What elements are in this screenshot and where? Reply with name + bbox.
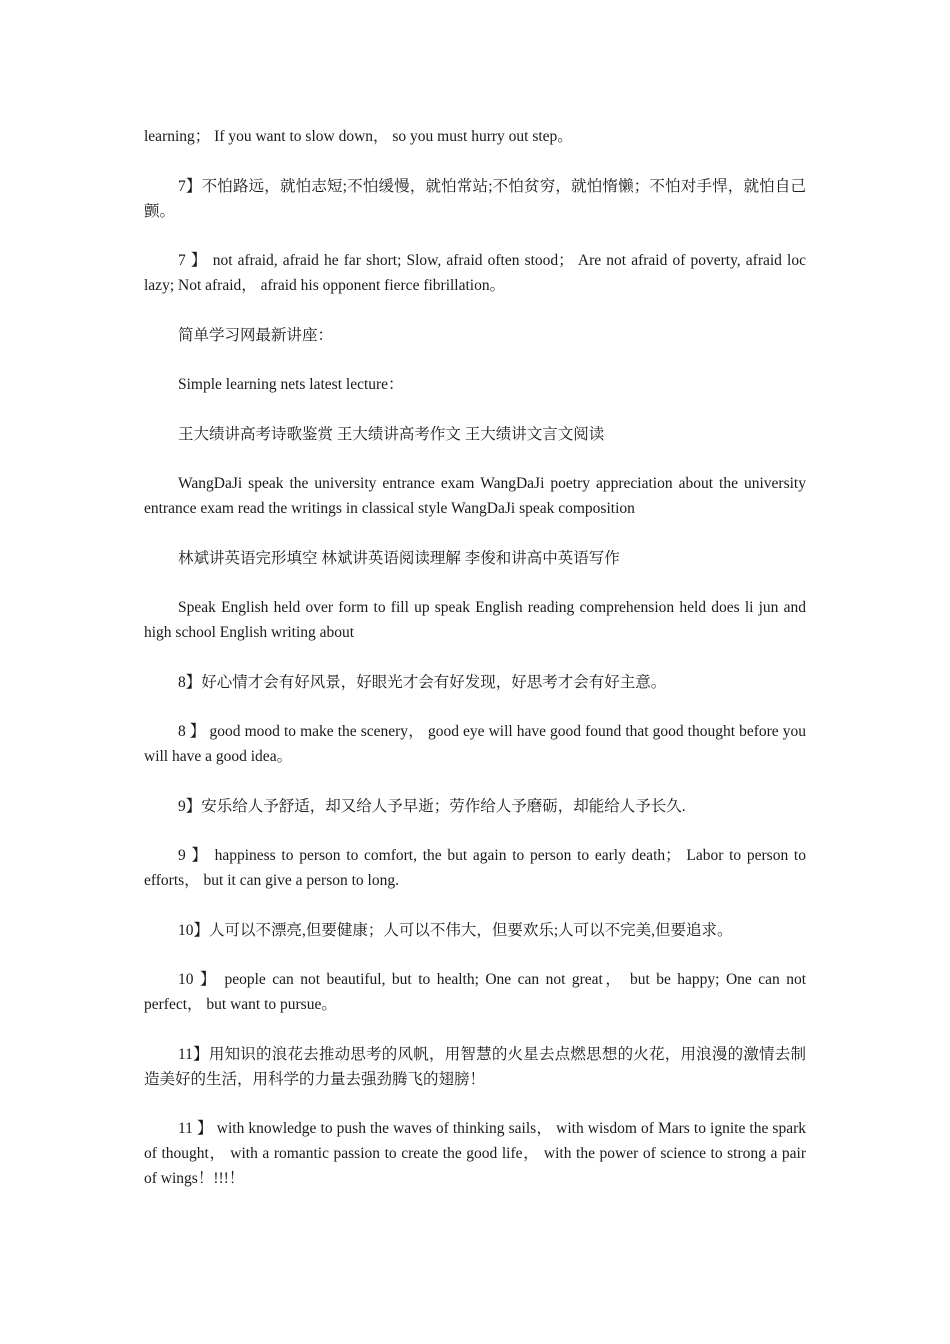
paragraph-3: 7 】 not afraid, afraid he far short; Slow, afraid often stood； Are not afraid of poverty, afraid loc lazy; Not afraid， afraid his opponent fierce fibrillation。 bbox=[144, 252, 806, 294]
paragraph-15: 10 】 people can not beautiful, but to health; One can not great， but be happy; One can not perfect， but want to pursue。 bbox=[144, 971, 806, 1013]
paragraph-5: Simple learning nets latest lecture： bbox=[178, 376, 404, 393]
paragraph-12: 9】安乐给人予舒适，却又给人予早逝；劳作给人予磨砺，却能给人予长久. bbox=[178, 797, 686, 815]
paragraph-10: 8】好心情才会有好风景，好眼光才会有好发现，好思考才会有好主意。 bbox=[178, 673, 667, 691]
paragraph-11: 8 】 good mood to make the scenery， good eye will have good found that good thought before you will have a good idea。 bbox=[144, 723, 806, 765]
paragraph-1: learning； If you want to slow down， so you must hurry out step。 bbox=[144, 128, 573, 145]
paragraph-9: Speak English held over form to fill up speak English reading comprehension held does li jun and high school English writing about bbox=[144, 599, 806, 641]
document-body bbox=[144, 124, 806, 1216]
paragraph-17: 11 】 with knowledge to push the waves of thinking sails， with wisdom of Mars to ignite the spark of thought， with a romantic passion to create the good life， with the power of science to strong a pair of wings！!!!！ bbox=[144, 1120, 806, 1187]
paragraph-7: WangDaJi speak the university entrance exam WangDaJi poetry appreciation about the university entrance exam read the writings in classical style WangDaJi speak composition bbox=[144, 475, 806, 517]
paragraph-8: 林斌讲英语完形填空 林斌讲英语阅读理解 李俊和讲高中英语写作 bbox=[178, 549, 620, 567]
paragraph-13: 9 】 happiness to person to comfort, the but again to person to early death； Labor to person to efforts， but it can give a person to long. bbox=[144, 847, 806, 889]
paragraph-6: 王大绩讲高考诗歌鉴赏 王大绩讲高考作文 王大绩讲文言文阅读 bbox=[178, 425, 605, 443]
paragraph-14: 10】人可以不漂亮,但要健康；人可以不伟大，但要欢乐;人可以不完美,但要追求。 bbox=[178, 921, 733, 939]
paragraph-4: 简单学习网最新讲座： bbox=[178, 326, 334, 344]
paragraph-2: 7】不怕路远，就怕志短;不怕缓慢，就怕常站;不怕贫穷，就怕惰懒；不怕对手悍，就怕自己颤。 bbox=[144, 177, 806, 220]
paragraph-16: 11】用知识的浪花去推动思考的风帆，用智慧的火星去点燃思想的火花，用浪漫的激情去制造美好的生活，用科学的力量去强劲腾飞的翅膀！ bbox=[144, 1045, 806, 1088]
